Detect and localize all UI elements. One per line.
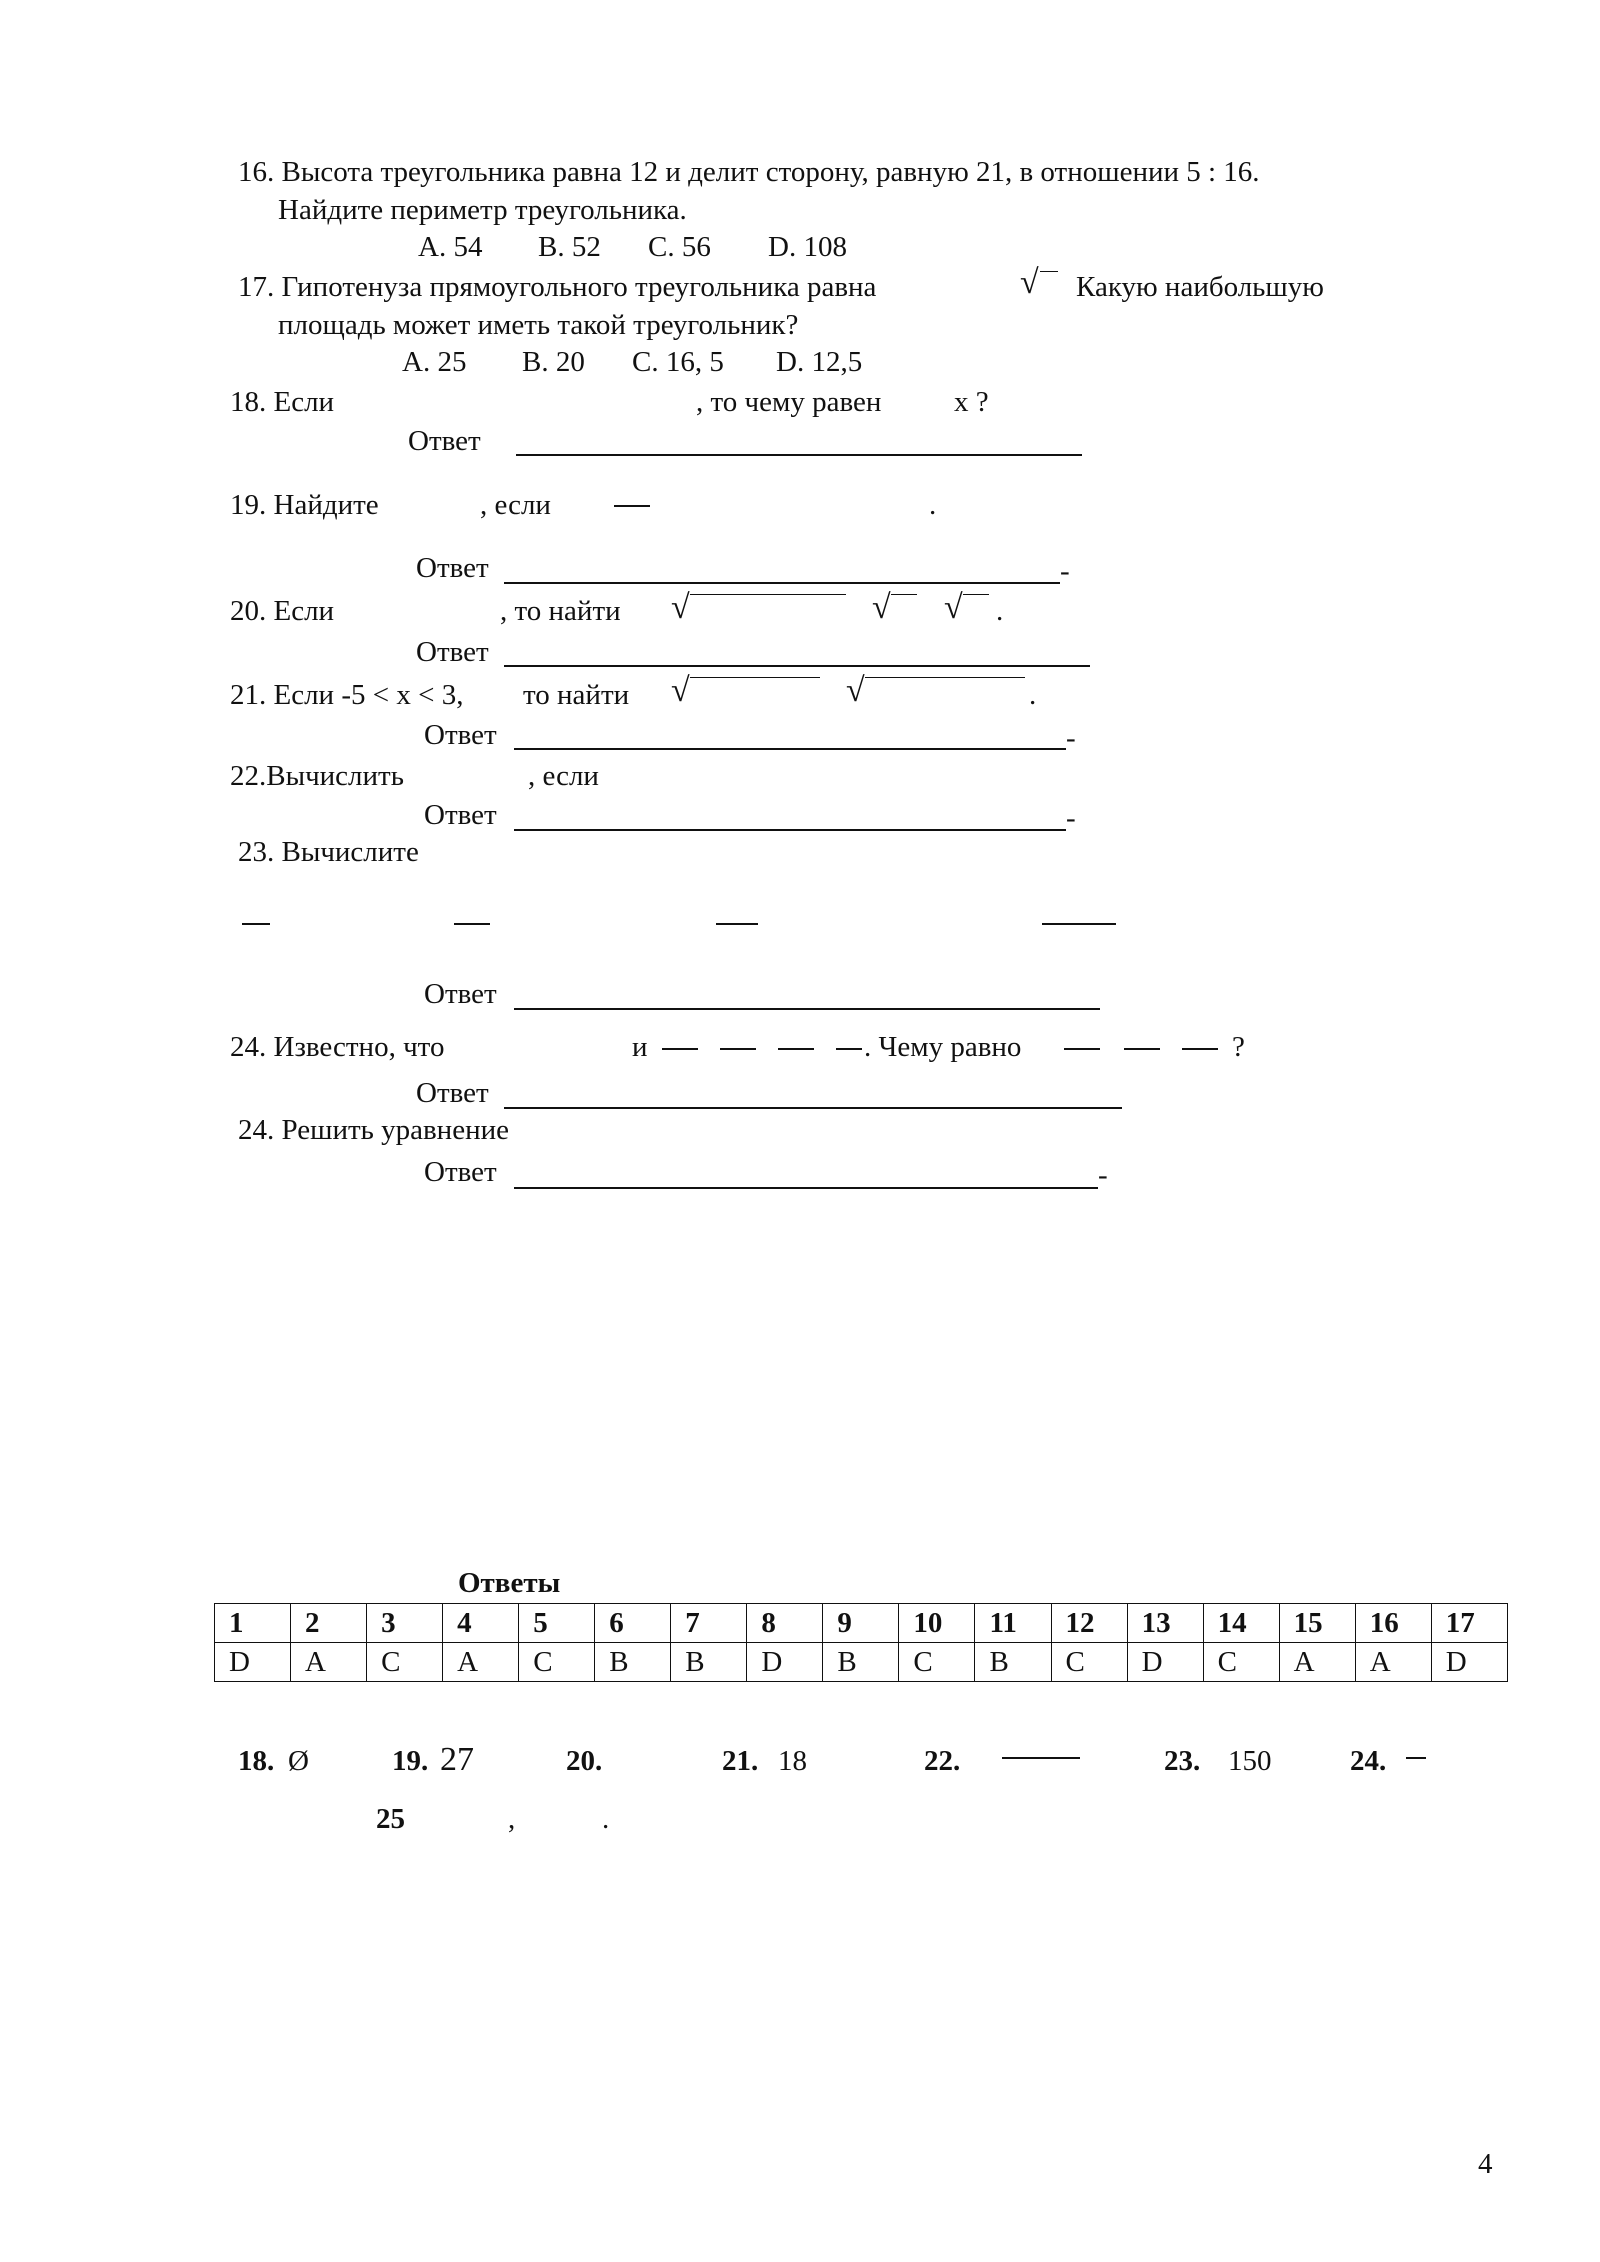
short-answer-21-value: 18 [778, 1745, 807, 1777]
fraction-bar [662, 1048, 698, 1050]
q17-option-c: C. 16, 5 [632, 346, 724, 378]
fraction-bar [778, 1048, 814, 1050]
q20-end: . [996, 595, 1004, 627]
sqrt-icon: √ [671, 672, 690, 709]
q23-title: 23. Вычислите [238, 836, 419, 868]
answer-label-21: Ответ [424, 719, 497, 751]
short-answer-25-comma: , [508, 1803, 516, 1835]
table-cell-number: 2 [291, 1604, 367, 1643]
table-cell-answer: D [1431, 1643, 1507, 1682]
q17-option-b: B. 20 [522, 346, 585, 378]
q16-option-a: A. 54 [418, 231, 483, 263]
q16-line2: Найдите периметр треугольника. [278, 194, 687, 226]
table-cell-answer: B [823, 1643, 899, 1682]
short-answer-25-dot: . [602, 1803, 610, 1835]
q17-line2: площадь может иметь такой треугольник? [278, 309, 799, 341]
q17-line1-end: Какую наибольшую [1076, 271, 1324, 303]
fraction-bar [1002, 1757, 1080, 1759]
short-answer-25-number: 25 [376, 1803, 405, 1835]
table-cell-number: 12 [1051, 1604, 1127, 1643]
table-cell-answer: C [367, 1643, 443, 1682]
table-cell-answer: B [671, 1643, 747, 1682]
short-answer-22-number: 22. [924, 1745, 961, 1777]
sqrt-icon: √ [1020, 264, 1039, 301]
q17-option-a: A. 25 [402, 346, 467, 378]
q20-middle: , то найти [500, 595, 621, 627]
short-answer-23-value: 150 [1228, 1745, 1272, 1777]
answer-label-22: Ответ [424, 799, 497, 831]
table-cell-number: 3 [367, 1604, 443, 1643]
table-cell-number: 11 [975, 1604, 1051, 1643]
fraction-bar [614, 505, 650, 507]
fraction-bar [1042, 923, 1116, 925]
sqrt-icon: √ [872, 589, 891, 626]
sqrt-bar [690, 677, 820, 678]
answer-label-19: Ответ [416, 552, 489, 584]
q25-title: 24. Решить уравнение [238, 1114, 509, 1146]
short-answer-18-number: 18. [238, 1745, 275, 1777]
q21-start: 21. Если -5 < x < 3, [230, 679, 464, 711]
answer-line-24[interactable] [504, 1107, 1122, 1109]
table-cell-number: 10 [899, 1604, 975, 1643]
answer-line-18[interactable] [516, 454, 1082, 456]
short-answer-23-number: 23. [1164, 1745, 1201, 1777]
answer-line-22[interactable] [514, 829, 1066, 831]
table-cell-number: 4 [443, 1604, 519, 1643]
fraction-bar [836, 1048, 862, 1050]
table-cell-number: 17 [1431, 1604, 1507, 1643]
q21-middle: то найти [523, 679, 630, 711]
table-cell-answer: C [899, 1643, 975, 1682]
answers-title: Ответы [458, 1567, 561, 1599]
q24-start: 24. Известно, что [230, 1031, 445, 1063]
q16-option-d: D. 108 [768, 231, 847, 263]
q16-line1: 16. Высота треугольника равна 12 и делит сторону, равную 21, в отношении 5 : 16. [238, 156, 1260, 188]
answer-line-21[interactable] [514, 748, 1066, 750]
fraction-bar [454, 923, 490, 925]
answer-label-23: Ответ [424, 978, 497, 1010]
table-cell-number: 6 [595, 1604, 671, 1643]
short-answer-20-number: 20. [566, 1745, 603, 1777]
sqrt-icon: √ [671, 589, 690, 626]
table-cell-answer: A [291, 1643, 367, 1682]
table-cell-number: 14 [1203, 1604, 1279, 1643]
table-cell-answer: D [747, 1643, 823, 1682]
q16-option-b: B. 52 [538, 231, 601, 263]
q19-middle: , если [480, 489, 551, 521]
answer-label-18: Ответ [408, 425, 481, 457]
fraction-bar [1124, 1048, 1160, 1050]
table-cell-number: 13 [1127, 1604, 1203, 1643]
page-number: 4 [1478, 2148, 1493, 2180]
q17-line1-start: 17. Гипотенуза прямоугольного треугольника равна [238, 271, 877, 303]
table-row [215, 1604, 1508, 1643]
answer-line-25[interactable] [514, 1187, 1098, 1189]
q20-start: 20. Если [230, 595, 335, 627]
q16-option-c: C. 56 [648, 231, 711, 263]
short-answer-21-number: 21. [722, 1745, 759, 1777]
q22-start: 22.Вычислить [230, 760, 404, 792]
q22-middle: , если [528, 760, 599, 792]
dash-suffix-19: - [1060, 555, 1070, 587]
table-cell-number: 15 [1279, 1604, 1355, 1643]
q17-option-d: D. 12,5 [776, 346, 863, 378]
table-cell-number: 9 [823, 1604, 899, 1643]
q18-middle: , то чему равен [696, 386, 882, 418]
table-cell-number: 7 [671, 1604, 747, 1643]
q24-and: и [632, 1031, 648, 1063]
short-answer-19-number: 19. [392, 1745, 429, 1777]
q19-end: . [929, 489, 937, 521]
dash-suffix-25: - [1098, 1159, 1108, 1191]
short-answer-19-value: 27 [440, 1741, 474, 1778]
dash-suffix-21: - [1066, 722, 1076, 754]
answer-label-24: Ответ [416, 1077, 489, 1109]
answer-label-25: Ответ [424, 1156, 497, 1188]
table-cell-answer: C [519, 1643, 595, 1682]
fraction-bar [720, 1048, 756, 1050]
dash-suffix-22: - [1066, 802, 1076, 834]
sqrt-bar [891, 594, 917, 595]
table-cell-answer: A [1355, 1643, 1431, 1682]
table-row [215, 1643, 1508, 1682]
table-cell-answer: C [1203, 1643, 1279, 1682]
q24-end: ? [1232, 1031, 1245, 1063]
answer-line-20[interactable] [504, 665, 1090, 667]
q24-question: . Чему равно [864, 1031, 1022, 1063]
q18-end: x ? [954, 386, 989, 418]
sqrt-bar [963, 594, 989, 595]
table-cell-number: 1 [215, 1604, 291, 1643]
fraction-bar [716, 923, 758, 925]
fraction-bar [1064, 1048, 1100, 1050]
sqrt-bar [1040, 271, 1058, 272]
q19-start: 19. Найдите [230, 489, 379, 521]
fraction-bar [1406, 1757, 1426, 1759]
short-answer-24-number: 24. [1350, 1745, 1387, 1777]
table-cell-number: 5 [519, 1604, 595, 1643]
table-cell-answer: A [443, 1643, 519, 1682]
sqrt-icon: √ [846, 672, 865, 709]
q18-start: 18. Если [230, 386, 335, 418]
table-cell-number: 8 [747, 1604, 823, 1643]
sqrt-bar [690, 594, 846, 595]
answer-label-20: Ответ [416, 636, 489, 668]
answer-line-23[interactable] [514, 1008, 1100, 1010]
fraction-bar [242, 923, 270, 925]
answer-line-19[interactable] [504, 582, 1060, 584]
short-answer-18-value: Ø [288, 1745, 309, 1777]
table-cell-number: 16 [1355, 1604, 1431, 1643]
table-cell-answer: C [1051, 1643, 1127, 1682]
table-cell-answer: D [1127, 1643, 1203, 1682]
answers-table [214, 1603, 1508, 1682]
table-cell-answer: A [1279, 1643, 1355, 1682]
table-cell-answer: D [215, 1643, 291, 1682]
sqrt-icon: √ [944, 589, 963, 626]
table-cell-answer: B [975, 1643, 1051, 1682]
sqrt-bar [865, 677, 1025, 678]
table-cell-answer: B [595, 1643, 671, 1682]
fraction-bar [1182, 1048, 1218, 1050]
q21-end: . [1029, 679, 1037, 711]
